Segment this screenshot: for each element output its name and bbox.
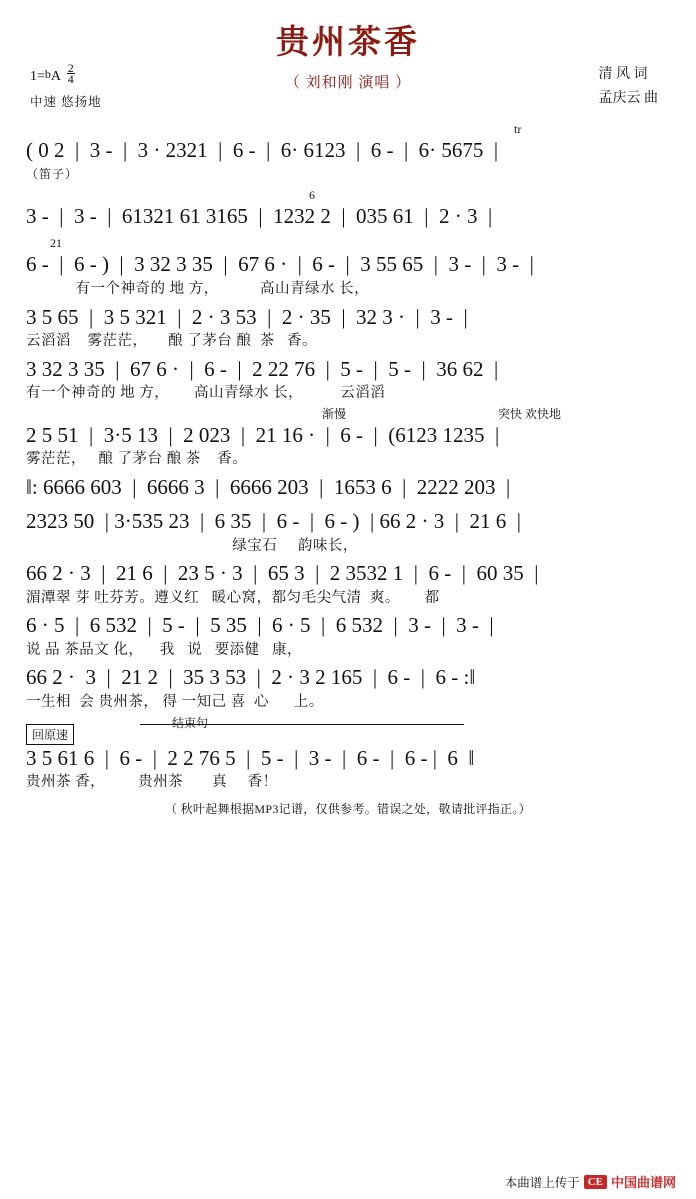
note-row: 3 - | 3 - | 61321 61 3165 | 1232 2 | 035 61 | 2 · 3 |: [26, 204, 493, 229]
trill-marking: tr: [514, 122, 522, 136]
score-body: [22, 122, 674, 794]
score-line: [22, 303, 674, 353]
score-line: [22, 473, 674, 505]
coda-title: 结束句: [172, 715, 209, 730]
time-signature: [67, 61, 75, 87]
score-line: [22, 188, 674, 234]
lyric-row: 说 品 茶品文 化， 我 说 要添健 康，: [26, 641, 302, 658]
lyric-row: 有一个神奇的 地 方， 高山青绿水 长，: [26, 280, 370, 297]
key-and-tempo: [30, 63, 102, 112]
lyric-row: 云滔滔 雾茫茫， 酿 了茅台 酿 茶 香。: [26, 332, 317, 349]
ornament-row: [22, 188, 674, 202]
measure-number: 21: [50, 236, 62, 251]
measure-number-row: [22, 236, 674, 250]
site-logo-icon: CE: [584, 1175, 607, 1189]
lyric-row: 绿宝石 韵味长，: [26, 537, 358, 554]
coda-rule: [140, 724, 464, 725]
lyric-row: 一生相 会 贵州茶， 得 一知己 喜 心 上。: [26, 693, 324, 710]
note-row: 3 32 3 35 | 67 6 · | 6 - | 2 22 76 | 5 - | 5 - | 36 62 |: [26, 356, 499, 381]
lyric-row: 有一个神奇的 地 方， 高山青绿水 长， 云滔滔: [26, 384, 386, 401]
performer-line: （ 刘和刚 演唱 ）: [284, 75, 412, 91]
lyric-row: [22, 164, 674, 186]
score-line: [22, 236, 674, 300]
expression-row: [22, 407, 674, 421]
instrument-annotation: （笛子）: [26, 167, 79, 182]
tuplet-marking: 6: [309, 188, 315, 203]
note-row: ( 0 2 | 3 - | 3 · 2321 | 6 - | 6· 6123 | 6 - | 6· 5675 |: [26, 138, 499, 162]
transcription-note: （ 秋叶起舞根据MP3记谱，仅供参考。错误之处，敬请批评指正。）: [165, 801, 531, 816]
flat-symbol: b: [44, 67, 51, 82]
site-watermark: [505, 1172, 676, 1191]
note-row: 66 2 · 3 | 21 6 | 23 5 · 3 | 65 3 | 2 3532 1 | 6 - | 60 35 |: [26, 561, 539, 586]
note-row: 66 2 · 3 | 21 2 | 35 3 53 | 2 · 3 2 165 | 6 - | 6 - :‖: [26, 665, 476, 690]
lyric-row: [22, 501, 674, 505]
ornament-row: [22, 122, 674, 136]
key-label: 1=: [30, 69, 45, 85]
tempo-change-marking: 突快 欢快地: [498, 406, 562, 421]
coda-tempo-label: 回原速: [26, 724, 74, 745]
score-line: [22, 355, 674, 405]
lyric-row: [22, 230, 674, 234]
lyric-row: 贵州茶 香， 贵州茶 真 香！: [26, 773, 278, 790]
tempo-marking: 中速 悠扬地: [30, 94, 102, 109]
upload-credit: 本曲谱上传于: [504, 1175, 580, 1190]
lyric-row: 雾茫茫， 酿 了茅台 酿 茶 香。: [26, 451, 248, 468]
score-line: [22, 407, 674, 471]
time-signature-numerator: 2: [67, 61, 74, 75]
score-line: [22, 122, 674, 186]
lyricist: 清 风 词: [598, 67, 648, 82]
note-row: 2 5 51 | 3·5 13 | 2 023 | 21 16 · | 6 - | (6123 1235 |: [26, 422, 500, 447]
note-row: 6 - | 6 - ) | 3 32 3 35 | 67 6 · | 6 - | 3 55 65 | 3 - | 3 - |: [26, 252, 534, 277]
credits: [599, 63, 659, 111]
score-line: [22, 611, 674, 661]
note-row: 2323 50 | 3·535 23 | 6 35 | 6 - | 6 - ) | 66 2 · 3 | 21 6 |: [26, 509, 521, 534]
time-signature-denominator: 4: [67, 72, 74, 87]
lyric-row: 湄潭翠 芽 吐芬芳。遵义红 暖心窝，都匀毛尖气清 爽。 都: [26, 589, 440, 606]
composer: 孟庆云 曲: [598, 90, 658, 106]
score-line: [22, 507, 674, 557]
page-title: 贵州茶香: [276, 25, 420, 61]
note-row: ‖: 6666 603 | 6666 3 | 6666 203 | 1653 6 | 2222 203 |: [26, 474, 511, 499]
site-name: 中国曲谱网: [610, 1175, 676, 1190]
note-row: 6 · 5 | 6 532 | 5 - | 5 35 | 6 · 5 | 6 532 | 3 - | 3 - |: [26, 613, 494, 638]
score-line: [22, 559, 674, 609]
coda-section: [22, 715, 674, 794]
ritardando-marking: 渐慢: [322, 406, 347, 421]
note-row: 3 5 65 | 3 5 321 | 2 · 3 53 | 2 · 35 | 32 3 · | 3 - |: [26, 304, 468, 329]
key-letter: A: [50, 69, 61, 85]
note-row: 3 5 61 6 | 6 - | 2 2 76 5 | 5 - | 3 - | 6 - | 6 - | 6 ‖: [26, 745, 475, 770]
score-line: [22, 663, 674, 713]
